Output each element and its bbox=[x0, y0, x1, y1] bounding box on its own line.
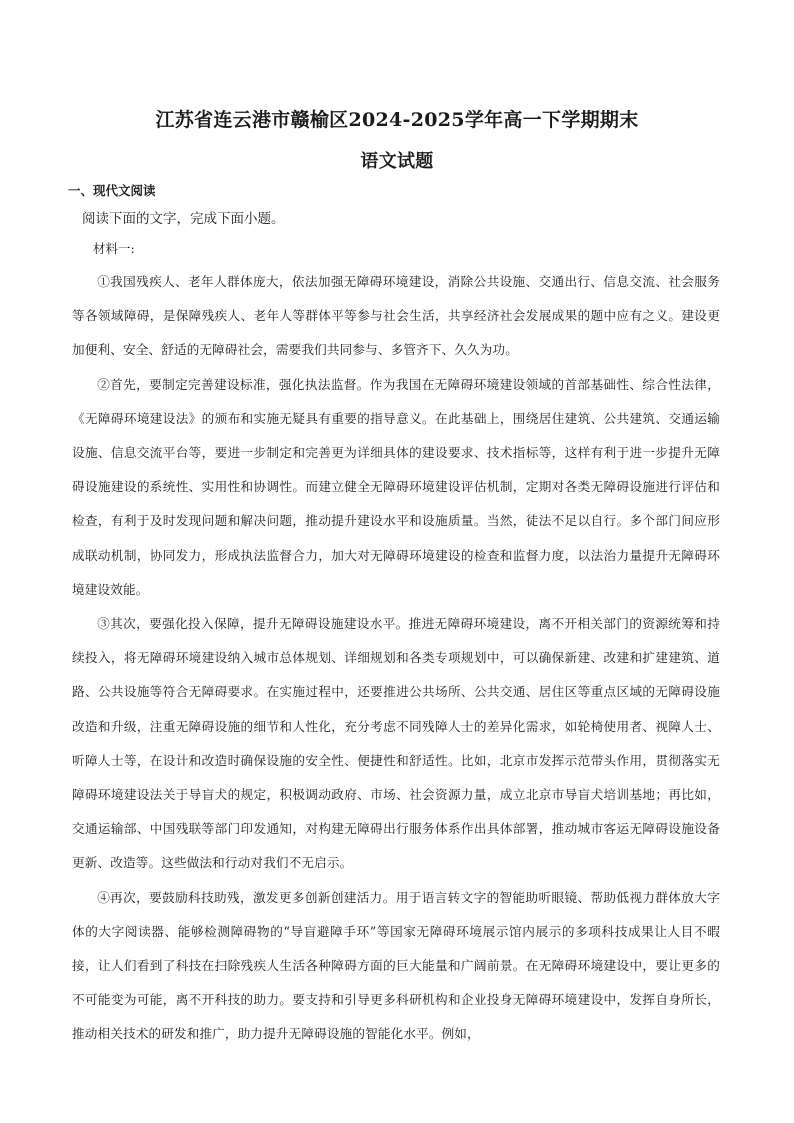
exam-subtitle: 语文试题 bbox=[360, 151, 434, 172]
material-label: 材料一: bbox=[93, 241, 135, 256]
paragraph-2: ②首先，要制定完善建设标准，强化执法监督。作为我国在无障碍环境建设领域的首部基础性、综合性法律，《无障碍环境建设法》的颁布和实施无疑具有重要的指导意义。在此基础上，围绕居住建筑、公共建筑、交通运输设施、信息交流平台等，要进一步制定和完善更为详细具体的建设要求、技术指标等，这样有利于进一步提升无障碍设施建设的系统性、实用性和协调性。而建立健全无障碍环境建设评估机制，定期对各类无障碍设施进行评估和检查，有利于及时发现问题和解决问题，推动提升建设水平和设施质量。当然，徒法不足以自行。多个部门间应形成联动机制，协同发力，形成执法监督合力，加大对无障碍环境建设的检查和监督力度，以法治力量提升无障碍环境建设效能。 bbox=[72, 376, 720, 597]
paragraph-4: ④再次，要鼓励科技助残，激发更多创新创建活力。用于语言转文字的智能助听眼镜、帮助低视力群体放大字体的大字阅读器、能够检测障碍物的“导盲避障手环”等国家无障碍环境展示馆内展示的多项科技成果让人目不暇接，让人们看到了科技在扫除残疾人生活各种障碍方面的巨大能量和广阔前景。在无障碍环境建设中，要让更多的不可能变为可能，离不开科技的助力。要支持和引导更多科研机构和企业投身无障碍环境建设中，发挥自身所长，推动相关技术的研发和推广，助力提升无障碍设施的智能化水平。例如， bbox=[72, 889, 720, 1042]
section-heading: 一、现代文阅读 bbox=[68, 183, 156, 198]
reading-instruction: 阅读下面的文字，完成下面小题。 bbox=[82, 211, 285, 227]
paragraph-3: ③其次，要强化投入保障，提升无障碍设施建设水平。推进无障碍环境建设，离不开相关部门的资源统筹和持续投入，将无障碍环境建设纳入城市总体规划、详细规划和各类专项规划中，可以确保新建、改建和扩建建筑、道路、公共设施等符合无障碍要求。在实施过程中，还要推进公共场所、公共交通、居住区等重点区域的无障碍设施改造和升级，注重无障碍设施的细节和人性化，充分考虑不同残障人士的差异化需求，如轮椅使用者、视障人士、听障人士等，在设计和改造时确保设施的安全性、便捷性和舒适性。比如，北京市发挥示范带头作用，贯彻落实无障碍环境建设法关于导盲犬的规定，积极调动政府、市场、社会资源力量，成立北京市导盲犬培训基地；再比如，交通运输部、中国残联等部门印发通知，对构建无障碍出行服务体系作出具体部署，推动城市客运无障碍设施设备更新、改造等。这些做法和行动对我们不无启示。 bbox=[72, 616, 720, 871]
passage-body bbox=[72, 265, 720, 1052]
paragraph-1: ①我国残疾人、老年人群体庞大，依法加强无障碍环境建设，消除公共设施、交通出行、信息交流、社会服务等各领域障碍，是保障残疾人、老年人等群体平等参与社会生活，共享经济社会发展成果的题中应有之义。建设更加便利、安全、舒适的无障碍社会，需要我们共同参与、多管齐下、久久为功。 bbox=[72, 274, 720, 358]
exam-title: 江苏省连云港市赣榆区2024-2025学年高一下学期期末 bbox=[155, 109, 639, 131]
